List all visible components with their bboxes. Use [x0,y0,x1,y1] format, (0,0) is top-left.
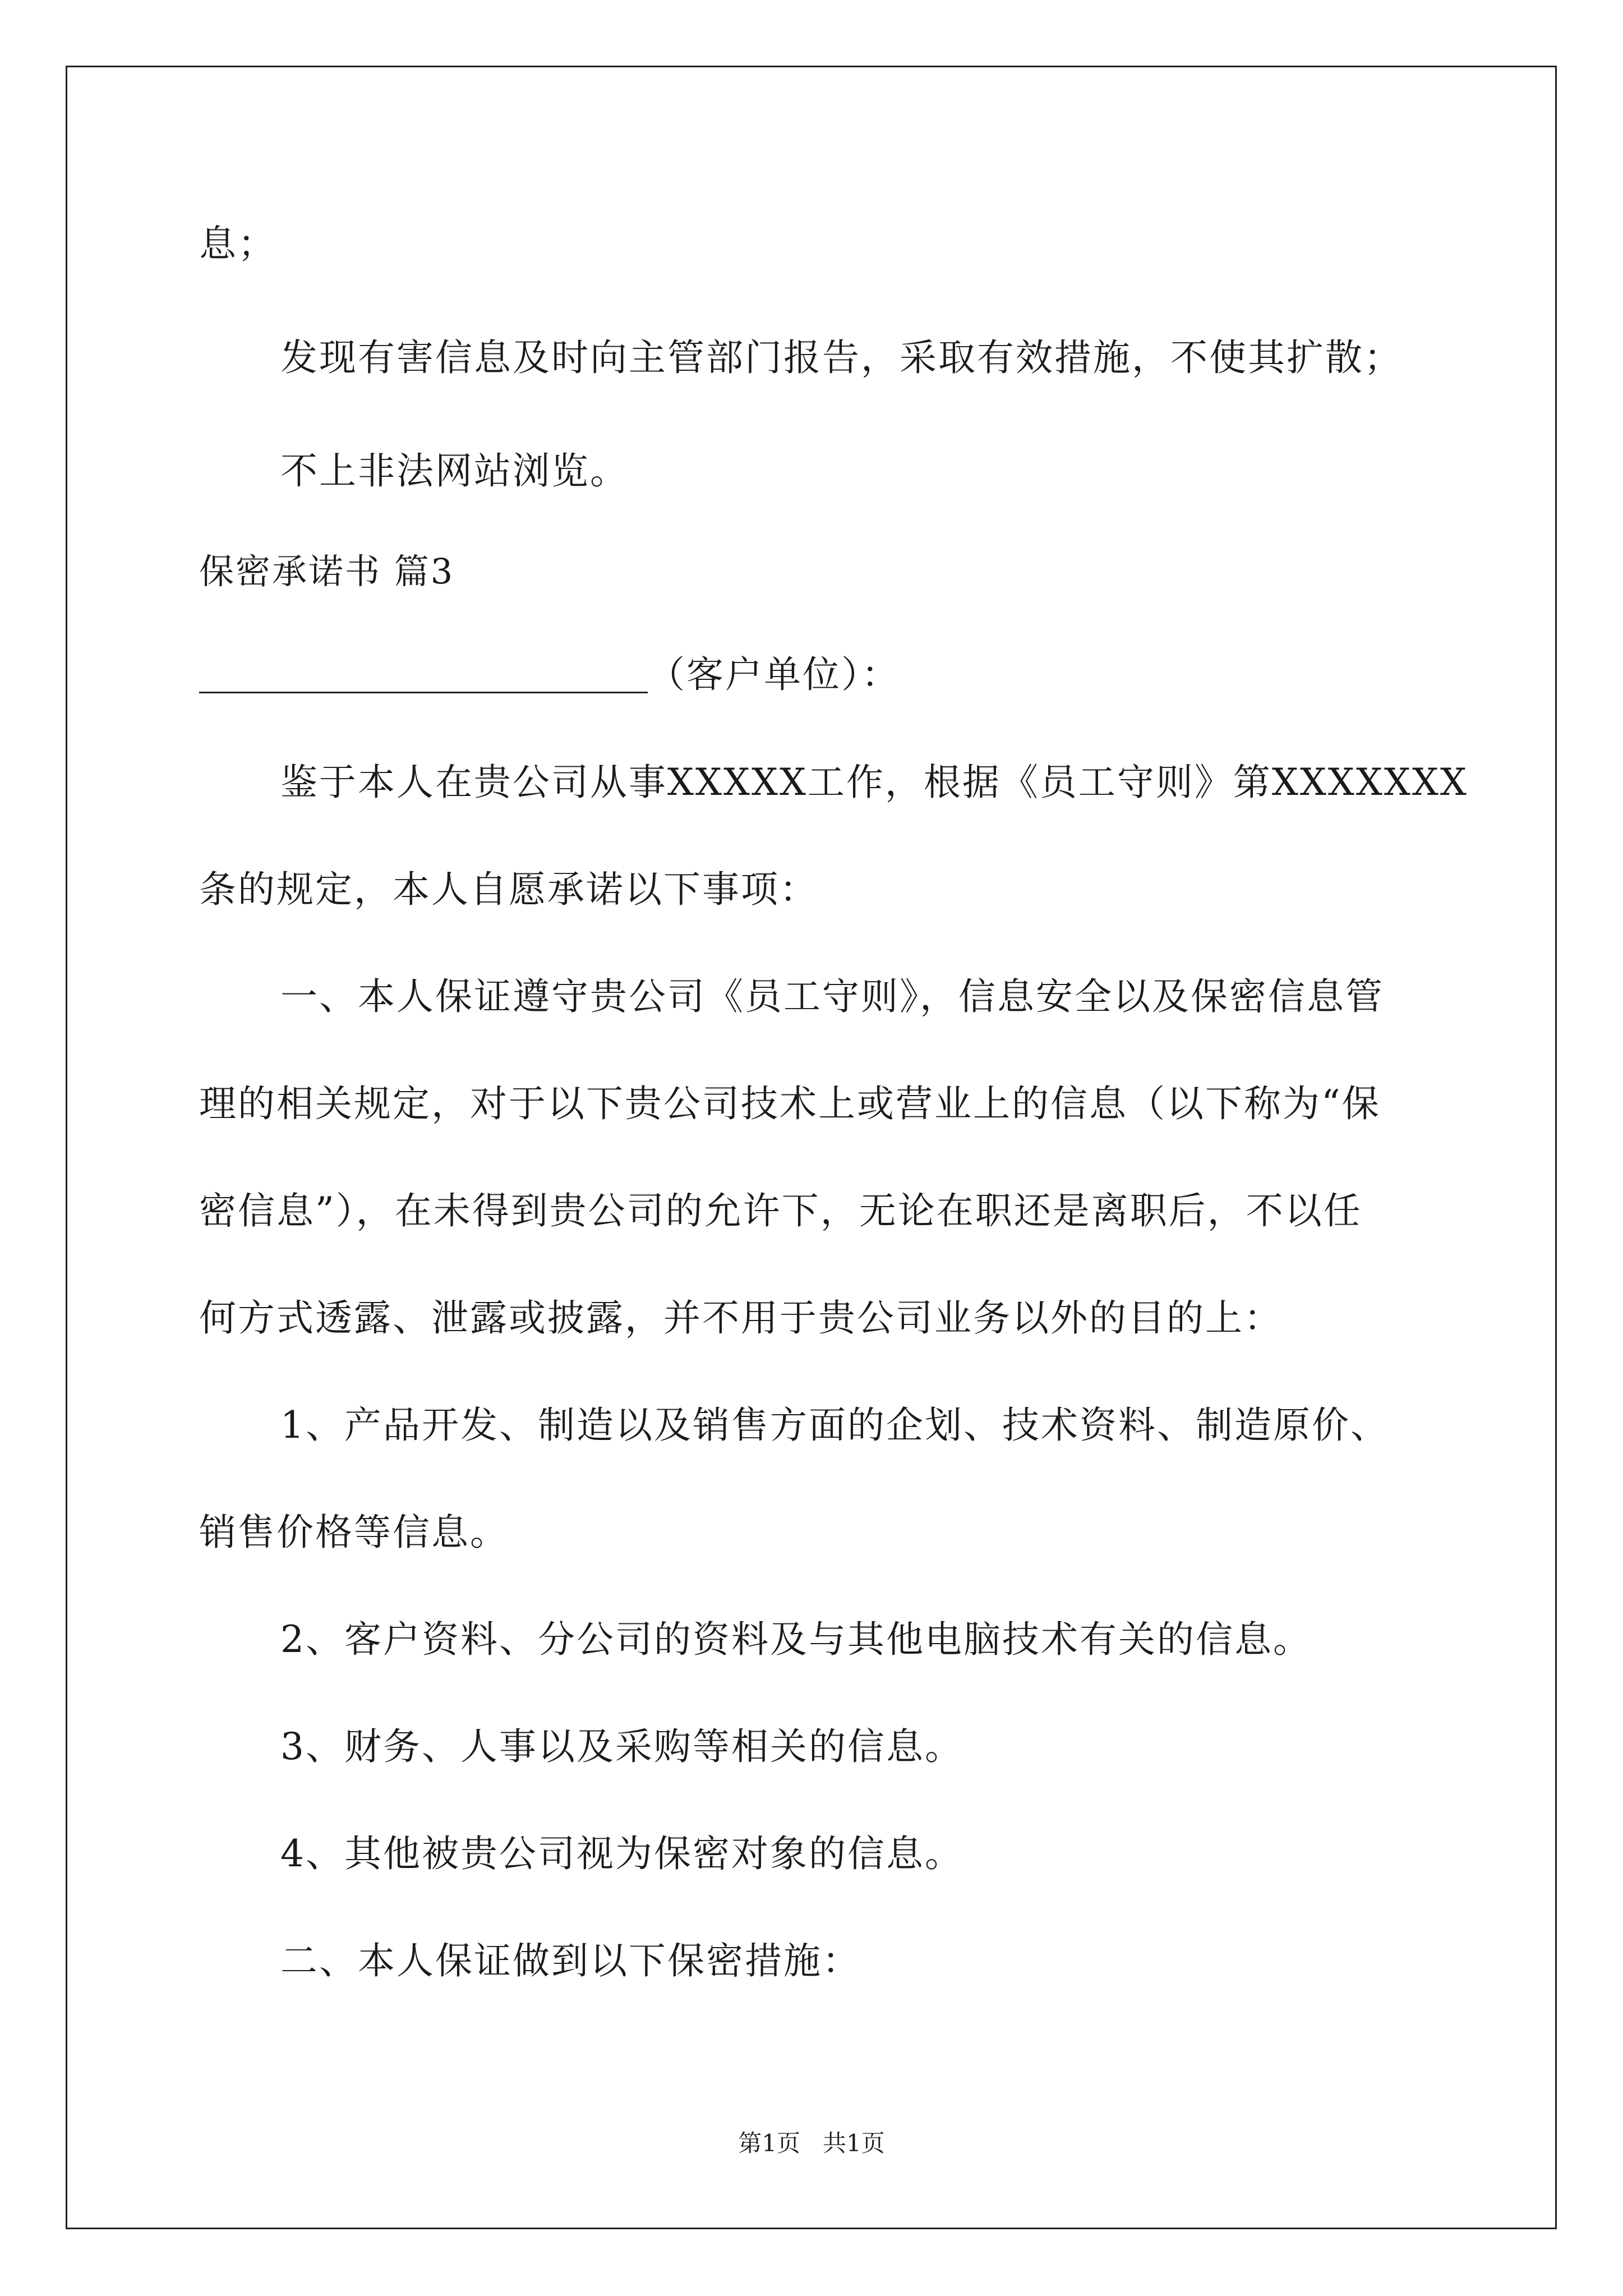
text-line: 何方式透露、泄露或披露，并不用于贵公司业务以外的目的上： [199,1296,1283,1340]
text-line: 销售价格等信息。 [199,1511,509,1554]
text-line: 1、产品开发、制造以及销售方面的企划、技术资料、制造原价、 [280,1404,1389,1447]
recipient-line [199,653,900,696]
text-line: 理的相关规定，对于以下贵公司技术上或营业上的信息（以下称为“保 [199,1082,1381,1125]
text-line: 4、其他被贵公司视为保密对象的信息。 [280,1832,963,1875]
text-line: 二、本人保证做到以下保密措施： [280,1939,861,1982]
text-line: 不上非法网站浏览。 [280,449,629,493]
text-line: 密信息”），在未得到贵公司的允许下，无论在职还是离职后，不以任 [199,1189,1362,1232]
text-line: 发现有害信息及时向主管部门报告，采取有效措施，不使其扩散； [280,336,1403,379]
text-line: 一、本人保证遵守贵公司《员工守则》，信息安全以及保密信息管 [280,975,1384,1018]
recipient-label: （客户单位）： [648,653,900,696]
page-footer [0,2129,1623,2157]
blank-underline [199,659,648,693]
text-line: 条的规定，本人自愿承诺以下事项： [199,868,818,911]
section-heading: 保密承诺书 篇3 [199,551,455,592]
text-line: 2、客户资料、分公司的资料及与其他电脑技术有关的信息。 [280,1618,1312,1661]
page-number-total: 共1页 [823,2129,885,2157]
text-line: 息； [199,222,276,265]
text-line: 鉴于本人在贵公司从事XXXXX工作，根据《员工守则》第XXXXXXX [280,761,1468,804]
text-line: 3、财务、人事以及采购等相关的信息。 [280,1725,963,1768]
page-border [66,66,1557,2229]
page-number-current: 第1页 [738,2129,800,2157]
